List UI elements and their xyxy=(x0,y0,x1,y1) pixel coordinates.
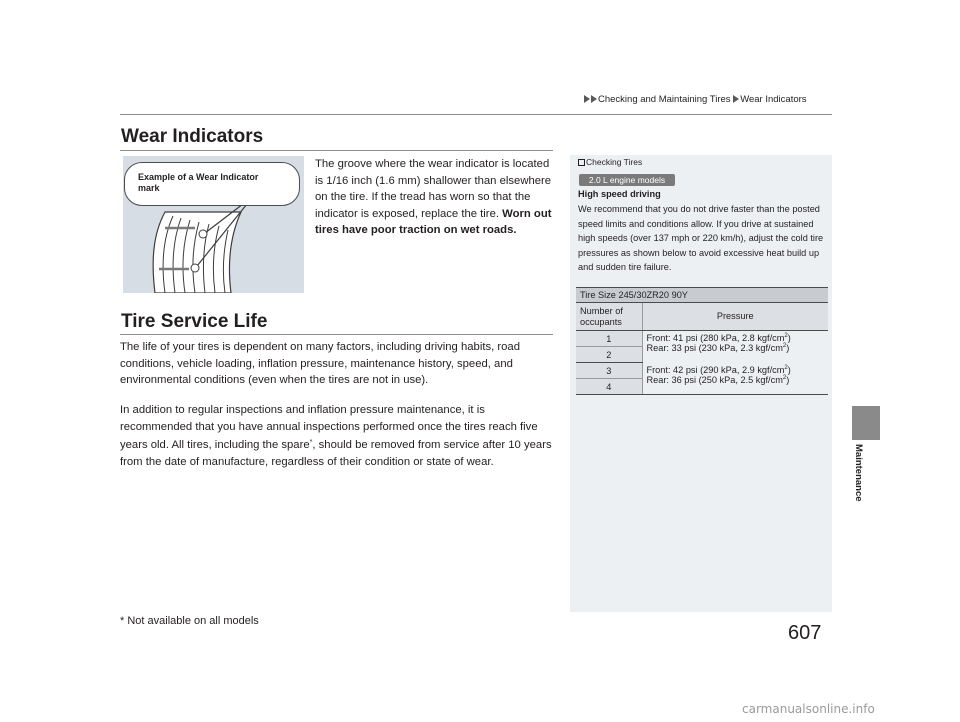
occupants-cell: 3 xyxy=(576,363,642,379)
page-number: 607 xyxy=(788,622,822,644)
chapter-tab-label-wrap xyxy=(850,444,878,514)
section-title-wear-indicators: Wear Indicators xyxy=(121,126,264,147)
occupants-cell: 4 xyxy=(576,379,642,395)
pressure-cell xyxy=(642,331,828,363)
occupants-cell: 1 xyxy=(576,331,642,347)
wear-indicator-text xyxy=(315,156,555,239)
pressure-cell xyxy=(642,363,828,395)
triangle-arrow-icon xyxy=(584,95,590,103)
triangle-arrow-icon xyxy=(733,95,739,103)
table-header-row xyxy=(576,303,828,331)
breadcrumb-item-wear-indicators[interactable]: Wear Indicators xyxy=(740,94,807,105)
header-divider xyxy=(120,114,832,115)
figure-caption: Example of a Wear Indicator mark xyxy=(138,172,259,193)
wear-indicator-warning: Worn out tires have poor traction on wet roads. xyxy=(315,207,552,237)
sidebar-heading-label: Checking Tires xyxy=(586,157,643,167)
pressure-front: Front: 42 psi (290 kPa, 2.9 kgf/cm xyxy=(646,364,785,375)
sidebar-subheading: High speed driving xyxy=(578,189,661,199)
pressure-unit-sup: 2 xyxy=(782,343,787,349)
figure-callout xyxy=(124,162,300,206)
pressure-tail: ) xyxy=(786,374,790,385)
service-life-text-a: In addition to regular inspections and inflation pressure maintenance, it is recommended that you have annual inspections performed once the tires reach five years old. All tires, including the spare xyxy=(120,404,538,452)
service-life-text-b: , should be removed from service after 10 years from the date of manufacture, regardless of their condition or state of wear. xyxy=(120,439,552,468)
pressure-unit-sup: 2 xyxy=(784,333,788,339)
pressure-front: Front: 41 psi (280 kPa, 2.8 kgf/cm xyxy=(646,333,785,343)
engine-model-badge: 2.0 L engine models xyxy=(579,174,675,186)
section-title-tire-service-life: Tire Service Life xyxy=(121,311,268,332)
breadcrumb-item-checking-tires[interactable]: Checking and Maintaining Tires xyxy=(598,94,731,105)
wear-indicator-body: The groove where the wear indicator is located is 1/16 inch (1.6 mm) shallower than elsewhere on the tire. If the tread has worn so that the indicator is exposed, replace the tire. xyxy=(315,158,552,220)
triangle-arrow-icon xyxy=(591,95,597,103)
footnote: * Not available on all models xyxy=(120,615,259,627)
chapter-tab-label: Maintenance xyxy=(853,444,864,502)
column-header-pressure: Pressure xyxy=(642,303,828,331)
footnote-marker[interactable]: * xyxy=(309,439,313,447)
service-life-paragraph-2 xyxy=(120,402,560,470)
column-header-occupants: Number of occupants xyxy=(576,303,642,331)
pressure-rear: Rear: 33 psi (230 kPa, 2.3 kgf/cm xyxy=(646,343,783,353)
pressure-rear: Rear: 36 psi (250 kPa, 2.5 kgf/cm xyxy=(646,374,783,385)
service-life-paragraph-1: The life of your tires is dependent on many factors, including driving habits, road conditions, vehicle loading, inflation pressure, maintenance history, speed, and environmental conditions (even when the tires are not in use). xyxy=(120,341,521,387)
tire-pressure-table xyxy=(576,287,828,395)
reference-box-icon xyxy=(578,159,585,166)
pressure-unit-sup: 2 xyxy=(784,364,788,371)
pressure-tail: ) xyxy=(787,364,791,375)
occupants-cell: 2 xyxy=(576,347,642,363)
table-caption-row xyxy=(576,288,828,303)
chapter-tab[interactable] xyxy=(852,406,880,440)
breadcrumb xyxy=(584,94,807,105)
pressure-tail: ) xyxy=(787,333,791,343)
table-caption: Tire Size 245/30ZR20 90Y xyxy=(576,288,828,303)
section-divider xyxy=(120,150,553,151)
table-row xyxy=(576,331,828,347)
pressure-tail: ) xyxy=(786,343,790,353)
watermark: carmanualsonline.info xyxy=(742,702,875,716)
section-divider xyxy=(120,334,553,335)
pressure-unit-sup: 2 xyxy=(782,374,787,381)
sidebar-heading xyxy=(578,157,642,167)
table-row xyxy=(576,363,828,379)
sidebar-text: We recommend that you do not drive faster than the posted speed limits and conditions allow. If you drive at sustained high speeds (over 137 mph or 220 km/h), adjust the cold tire pressures as shown below to avoid excessive heat build up and sudden tire failure. xyxy=(578,204,824,273)
